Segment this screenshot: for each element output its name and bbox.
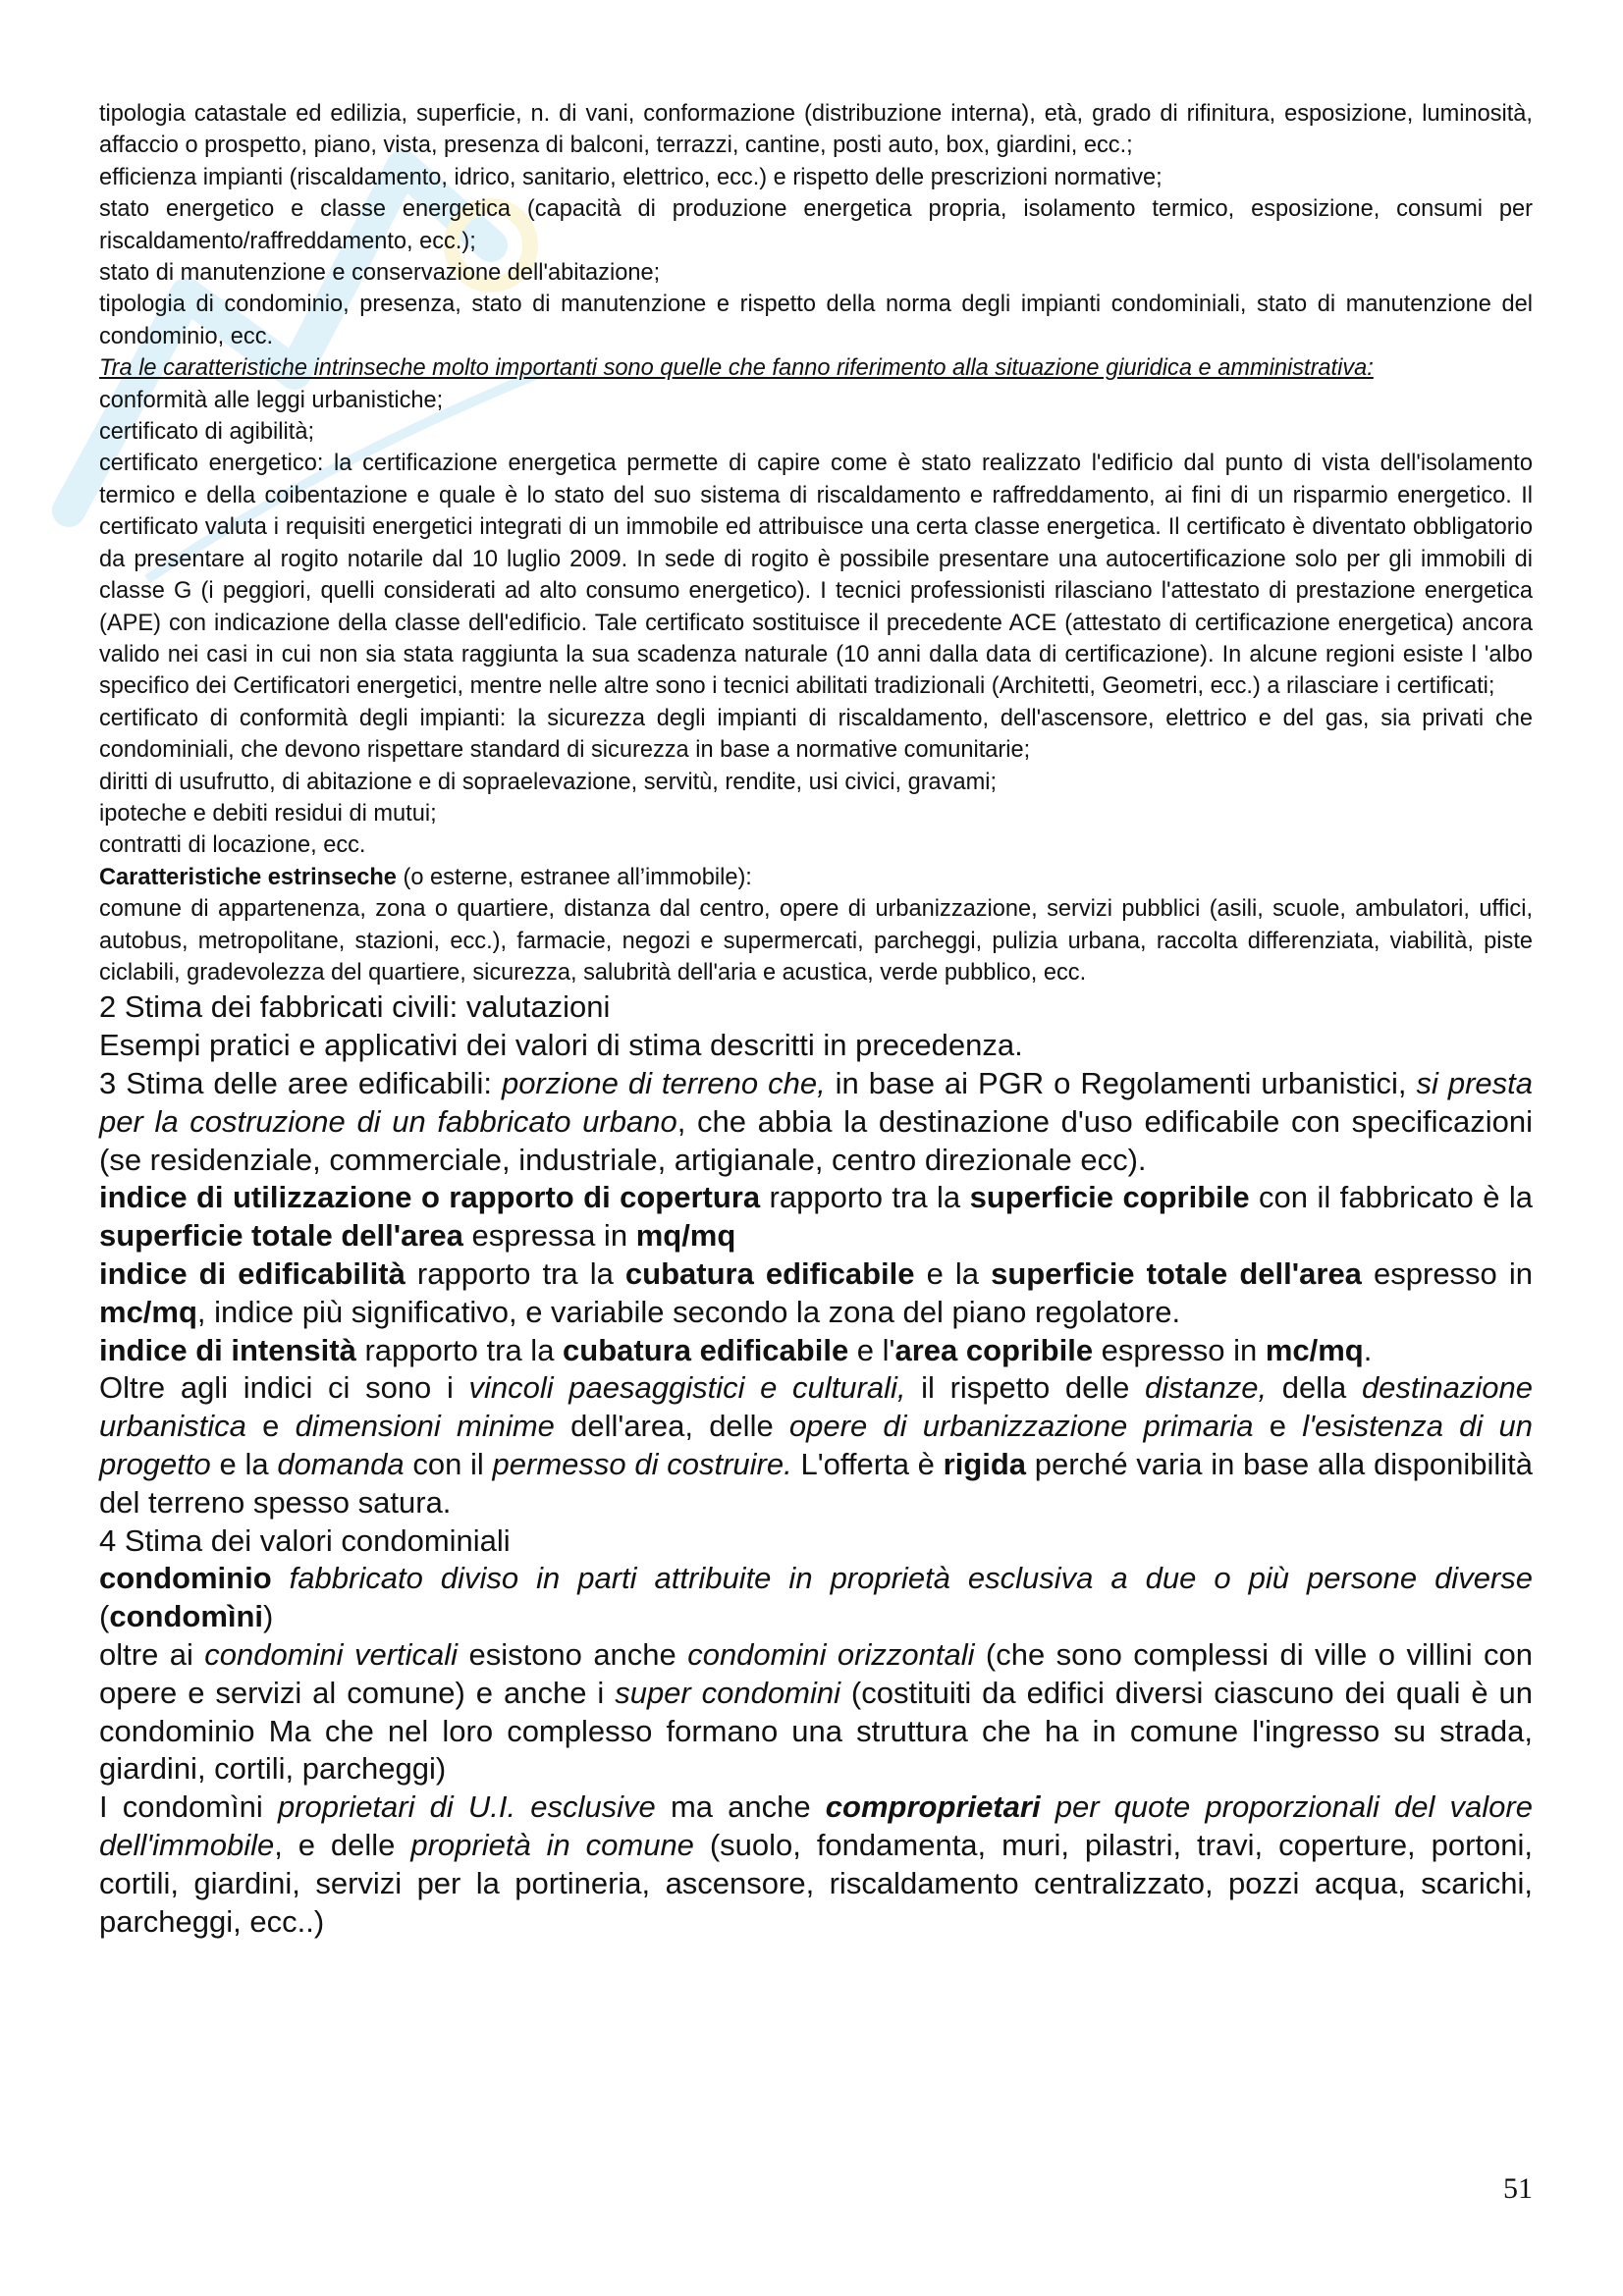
text-run: distanze,	[1145, 1370, 1268, 1406]
paragraph	[99, 193, 1533, 257]
text-run: rigida	[943, 1446, 1027, 1481]
text-run: rapporto tra la	[405, 1255, 625, 1291]
text-run: dimensioni minime	[295, 1409, 555, 1444]
paragraph	[99, 862, 1533, 893]
paragraph	[99, 1332, 1533, 1370]
text-run: espresso in	[1361, 1255, 1533, 1291]
text-run: ma anche	[655, 1789, 826, 1825]
text-run: cubatura edificabile	[624, 1255, 915, 1291]
page-number: 51	[1503, 2172, 1533, 2205]
text-run: espresso in	[1093, 1332, 1266, 1367]
text-run: condomìni	[109, 1599, 264, 1634]
text-run: mc/mq	[99, 1294, 197, 1329]
text-run: indice di utilizzazione o rapporto di copertura	[99, 1180, 761, 1215]
text-run: .	[1363, 1332, 1373, 1367]
text-run: cubatura edificabile	[563, 1332, 849, 1367]
text-run: superficie totale dell'area	[99, 1218, 463, 1254]
text-run: proprietà in comune	[410, 1827, 694, 1862]
paragraph	[99, 1522, 1533, 1561]
text-run: , indice più significativo, e variabile secondo la zona del piano regolatore.	[196, 1294, 1181, 1329]
document-body	[99, 98, 1533, 1941]
paragraph	[99, 1027, 1533, 1065]
text-run: Tra le caratteristiche intrinseche molto importanti sono quelle che fanno riferimento alla situazione giuridica e amministrativa:	[99, 355, 1374, 382]
text-run: 3 Stima delle aree edificabili:	[99, 1065, 502, 1100]
text-run: Caratteristiche estrinseche	[99, 864, 397, 890]
text-run: Esempi pratici e applicativi dei valori di stima descritti in precedenza.	[99, 1028, 1023, 1063]
paragraph	[99, 829, 1533, 861]
text-run: domanda	[277, 1446, 405, 1481]
text-run: porzione di terreno che,	[501, 1065, 826, 1100]
text-run: (suolo, fondamenta, muri, pilastri, travi, coperture, portoni, cortili, giardini, servizi per la portineria, ascensore, riscaldamento centralizzato, pozzi acqua, scarichi, parcheggi, ecc..)	[99, 1827, 1533, 1939]
text-run: in base ai PGR o Regolamenti urbanistici,	[825, 1065, 1417, 1100]
text-run: certificato energetico: la certificazione energetica permette di capire come è stato realizzato l'edificio dal punto di vista dell'isolamento termico e della coibentazione e quale è lo stato del suo sistema di riscaldamento e raffreddamento, ai fini di un risparmio energetico. Il certificato valuta i requisiti energetici integrati di un immobile ed attribuisce una certa classe energetica. Il certificato è diventato obbligatorio da presentare al rogito notarile dal 10 luglio 2009. In sede di rogito è possibile presentare una autocertificazione solo per gli immobili di classe G (i peggiori, quelli considerati ad alto consumo energetico). I tecnici professionisti rilasciano l'attestato di prestazione energetica (APE) con indicazione della classe dell'edificio. Tale certificato sostituisce il precedente ACE (attestato di certificazione energetica) ancora valido nei casi in cui non sia stata raggiunta la sua scadenza naturale (10 anni dalla data di certificazione). In alcune regioni esiste l 'albo specifico dei Certificatori energetici, mentre nelle altre sono i tecnici abilitati tradizionali (Architetti, Geometri, ecc.) a rilasciare i certificati;	[99, 451, 1533, 700]
text-run: oltre ai	[99, 1636, 205, 1672]
text-run: e la	[914, 1255, 992, 1291]
text-run: con il fabbricato è la	[1249, 1180, 1534, 1215]
text-run: ipoteche e debiti residui di mutui;	[99, 800, 437, 827]
text-run: superficie copribile	[969, 1180, 1250, 1215]
text-run: )	[263, 1599, 274, 1634]
text-run: diritti di usufrutto, di abitazione e di sopraelevazione, servitù, rendite, usi civici, gravami;	[99, 769, 998, 795]
text-run: (	[99, 1599, 110, 1634]
text-run: tipologia catastale ed edilizia, superficie, n. di vani, conformazione (distribuzione interna), età, grado di rifinitura, esposizione, luminosità, affaccio o prospetto, piano, vista, presenza di balconi, terrazzi, cantine, posti auto, box, giardini, ecc.;	[99, 101, 1533, 159]
text-run: stato energetico e classe energetica (capacità di produzione energetica propria, isolamento termico, esposizione, consumi per riscaldamento/raffreddamento, ecc.);	[99, 196, 1533, 254]
paragraph	[99, 289, 1533, 352]
paragraph	[99, 1369, 1533, 1522]
text-run: super condomini	[615, 1675, 840, 1710]
text-run: 2 Stima dei fabbricati civili: valutazioni	[99, 989, 611, 1025]
paragraph	[99, 352, 1533, 384]
text-run: il rispetto delle	[905, 1370, 1146, 1406]
text-run: rapporto tra la	[760, 1180, 970, 1215]
text-run: mc/mq	[1265, 1332, 1364, 1367]
paragraph	[99, 798, 1533, 829]
text-run: Oltre agli indici ci sono i	[99, 1370, 469, 1406]
text-run: vincoli paesaggistici e culturali,	[468, 1370, 906, 1406]
text-run: contratti di locazione, ecc.	[99, 832, 366, 859]
text-run: comune di appartenenza, zona o quartiere, distanza dal centro, opere di urbanizzazione, servizi pubblici (asili, scuole, ambulatori, uffici, autobus, metropolitane, stazioni, ecc.), farmacie, negozi e supermercati, parcheggi, pulizia urbana, raccolta differenziata, viabilità, piste ciclabili, gradevolezza del quartiere, sicurezza, salubrità dell'aria e acustica, verde pubblico, ecc.	[99, 896, 1533, 986]
text-run: tipologia di condominio, presenza, stato di manutenzione e rispetto della norma degli impianti condominiali, stato di manutenzione del condominio, ecc.	[99, 292, 1533, 349]
paragraph	[99, 257, 1533, 289]
paragraph	[99, 893, 1533, 988]
text-run: superficie totale dell'area	[991, 1255, 1362, 1291]
paragraph	[99, 767, 1533, 798]
text-run: l'esistenza di un progetto	[99, 1409, 1534, 1481]
text-run: con il	[404, 1446, 493, 1481]
text-run: stato di manutenzione e conservazione dell'abitazione;	[99, 260, 661, 287]
text-run: area copribile	[894, 1332, 1094, 1367]
text-run: perché varia in base alla disponibilità del terreno spesso satura.	[99, 1446, 1533, 1520]
text-run: 4 Stima dei valori condominiali	[99, 1522, 511, 1558]
paragraph	[99, 703, 1533, 767]
text-run: opere di urbanizzazione primaria	[788, 1409, 1254, 1444]
text-run: condominio	[99, 1561, 272, 1596]
text-run: indice di edificabilità	[99, 1255, 406, 1291]
text-run: esistono anche	[458, 1636, 688, 1672]
text-run: (che sono complessi di ville o villini con opere e servizi al comune) e anche i	[99, 1636, 1534, 1710]
text-run: indice di intensità	[99, 1332, 356, 1367]
paragraph	[99, 162, 1533, 193]
text-run: e la	[210, 1446, 278, 1481]
paragraph	[99, 1255, 1533, 1332]
text-run: condomini orizzontali	[687, 1636, 975, 1672]
text-run: I condomìni	[99, 1789, 278, 1825]
text-run: rapporto tra la	[355, 1332, 564, 1367]
text-run: , e delle	[274, 1827, 411, 1862]
text-run: espressa in	[462, 1218, 636, 1254]
text-run: certificato di conformità degli impianti: la sicurezza degli impianti di riscaldamento, dell'ascensore, elettrico e del gas, sia privati che condominiali, che devono rispettare standard di sicurezza in base a normative comunitarie;	[99, 705, 1533, 764]
paragraph	[99, 98, 1533, 162]
paragraph	[99, 1560, 1533, 1636]
paragraph	[99, 1636, 1533, 1789]
paragraph	[99, 416, 1533, 448]
text-run: efficienza impianti (riscaldamento, idrico, sanitario, elettrico, ecc.) e rispetto delle prescrizioni normative;	[99, 164, 1163, 190]
text-run: dell'area, delle	[554, 1409, 789, 1444]
text-run: e	[245, 1409, 296, 1444]
text-run: e l'	[848, 1332, 895, 1367]
text-run: destinazione urbanistica	[99, 1370, 1534, 1444]
text-run: per quote proporzionali del valore dell'immobile	[99, 1789, 1533, 1862]
text-run: (o esterne, estranee all’immobile):	[396, 864, 752, 890]
text-run: si presta per la costruzione di un fabbricato urbano	[99, 1065, 1534, 1139]
paragraph	[99, 385, 1533, 416]
text-run: , che abbia la destinazione d'uso edificabile con specificazioni (se residenziale, commerciale, industriale, artigianale, centro direzionale ecc).	[99, 1103, 1533, 1177]
text-run: della	[1267, 1370, 1362, 1406]
paragraph	[99, 1179, 1533, 1255]
text-run: conformità alle leggi urbanistiche;	[99, 387, 444, 413]
text-run: (costituiti da edifici diversi ciascuno dei quali è un condominio Ma che nel loro complesso formano una struttura che ha in comune l'ingresso su strada, giardini, cortili, parcheggi)	[99, 1675, 1533, 1787]
text-run: proprietari di U.I. esclusive	[277, 1789, 656, 1825]
paragraph	[99, 988, 1533, 1027]
text-run: permesso di costruire.	[492, 1446, 792, 1481]
paragraph	[99, 448, 1533, 702]
paragraph	[99, 1789, 1533, 1941]
text-run: e	[1253, 1409, 1303, 1444]
text-run: condomini verticali	[204, 1636, 459, 1672]
text-run: fabbricato diviso in parti attribuite in proprietà esclusiva a due o più persone diverse	[271, 1561, 1533, 1596]
text-run: L'offerta è	[791, 1446, 944, 1481]
text-run: mq/mq	[635, 1218, 736, 1254]
paragraph	[99, 1065, 1533, 1179]
text-run: comproprietari	[825, 1789, 1041, 1825]
text-run: certificato di agibilità;	[99, 419, 315, 446]
